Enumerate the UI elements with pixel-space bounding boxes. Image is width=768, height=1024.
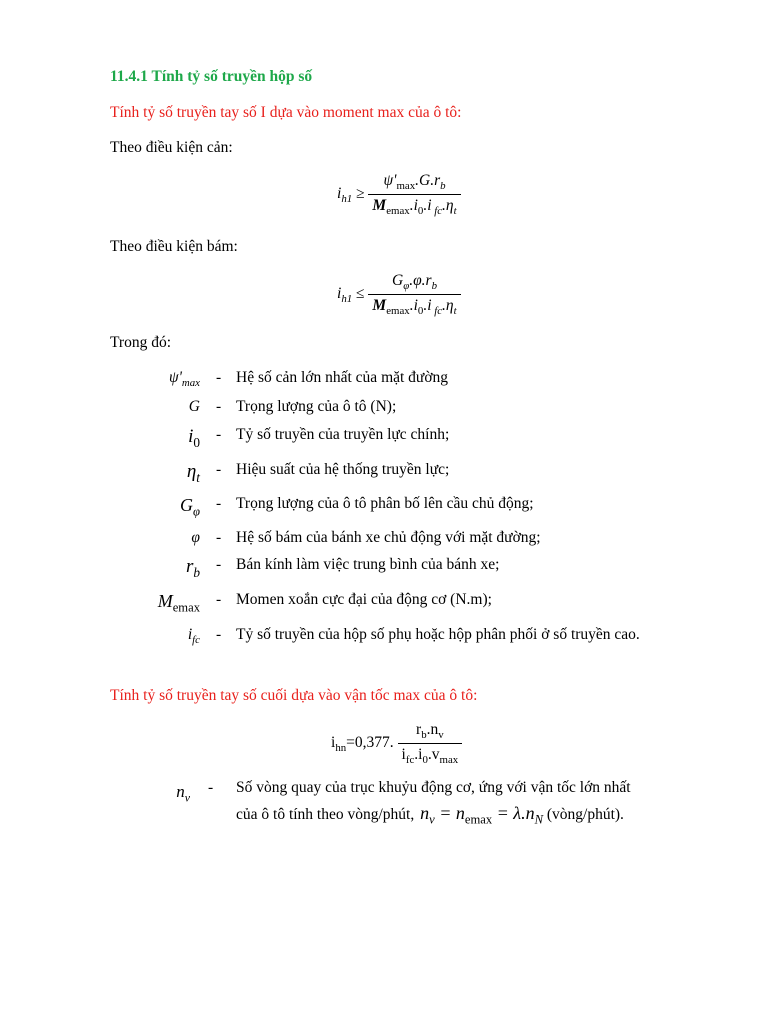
formula-last-gear: $i_{hn}=0,377$. $\frac{r_b.n_v}{i_{fc}.i_0.v_{max}}$ (331, 721, 462, 766)
symbol-g-phi: $G_\varphi$ (180, 495, 200, 519)
definition-dash: - (216, 529, 222, 546)
definition-dash: - (216, 626, 222, 643)
definition-text: Momen xoắn cực đại của động cơ (N.m); (236, 591, 492, 608)
formula-resistance: $i_{h1}$ ≥ $\frac{\psi'_{max}.G.r_b}{M_{emax}.i_0.i _{fc}.\eta_t}$ (337, 172, 461, 217)
symbol-m-emax: $M_{emax}$ (157, 591, 200, 615)
symbol-phi: φ (191, 529, 200, 546)
definition-dash: - (216, 591, 222, 608)
traction-condition-label: Theo điều kiện bám: (110, 238, 238, 255)
first-gear-subheading: Tính tỷ số truyền tay số I dựa vào moment max của ô tô: (110, 104, 462, 121)
definition-text: Trọng lượng của ô tô phân bố lên cầu chủ động; (236, 495, 534, 512)
nv-definition-line1: Số vòng quay của trục khuỷu động cơ, ứng với vận tốc lớn nhất (236, 779, 631, 796)
nv-definition-line2 (236, 803, 624, 828)
definition-dash: - (216, 495, 222, 512)
definition-text: Tỷ số truyền của hộp số phụ hoặc hộp phân phối ở số truyền cao. (236, 626, 640, 643)
symbol-i-fc: $i_{fc}$ (187, 626, 200, 647)
definition-text: Trọng lượng của ô tô (N); (236, 398, 397, 415)
symbol-eta-t: $\eta_t$ (186, 461, 200, 485)
definition-dash: - (216, 398, 222, 415)
definition-dash: - (216, 426, 222, 443)
definition-dash: - (216, 556, 222, 573)
definition-dash: - (208, 779, 214, 796)
symbol-psi-max: $\psi'_{max}$ (168, 369, 200, 390)
definition-text: Hệ số cản lớn nhất của mặt đường (236, 369, 449, 386)
nv-unit: (vòng/phút). (546, 806, 624, 823)
formula-traction: $i_{h1}$ ≤ $\frac{G_\varphi.\varphi.r_b}{M_{emax}.i_0.i _{fc}.\eta_t}$ (337, 272, 461, 317)
symbol-rb: $r_b$ (185, 556, 200, 580)
definition-dash: - (216, 369, 222, 386)
section-heading: 11.4.1 Tính tỷ số truyền hộp số (110, 68, 313, 85)
symbol-i0: $i_0$ (188, 426, 200, 450)
symbol-nv: $n_v$ (176, 782, 190, 805)
definition-text: Tỷ số truyền của truyền lực chính; (236, 426, 450, 443)
definition-dash: - (216, 461, 222, 478)
symbol-g: G (188, 398, 200, 415)
resistance-condition-label: Theo điều kiện cản: (110, 139, 233, 156)
nv-formula: $n_v = n_{emax} = \lambda.n_N$ (420, 803, 543, 827)
definition-text: Hiệu suất của hệ thống truyền lực; (236, 461, 450, 478)
formula-coefficient: =0,377. (346, 733, 394, 751)
definition-text: Bán kính làm việc trung bình của bánh xe; (236, 556, 500, 573)
where-label: Trong đó: (110, 334, 172, 351)
definition-text: Hệ số bám của bánh xe chủ động với mặt đường; (236, 529, 541, 546)
last-gear-subheading: Tính tỷ số truyền tay số cuối dựa vào vận tốc max của ô tô: (110, 687, 478, 704)
nv-definition-text: của ô tô tính theo vòng/phút, (236, 806, 415, 823)
